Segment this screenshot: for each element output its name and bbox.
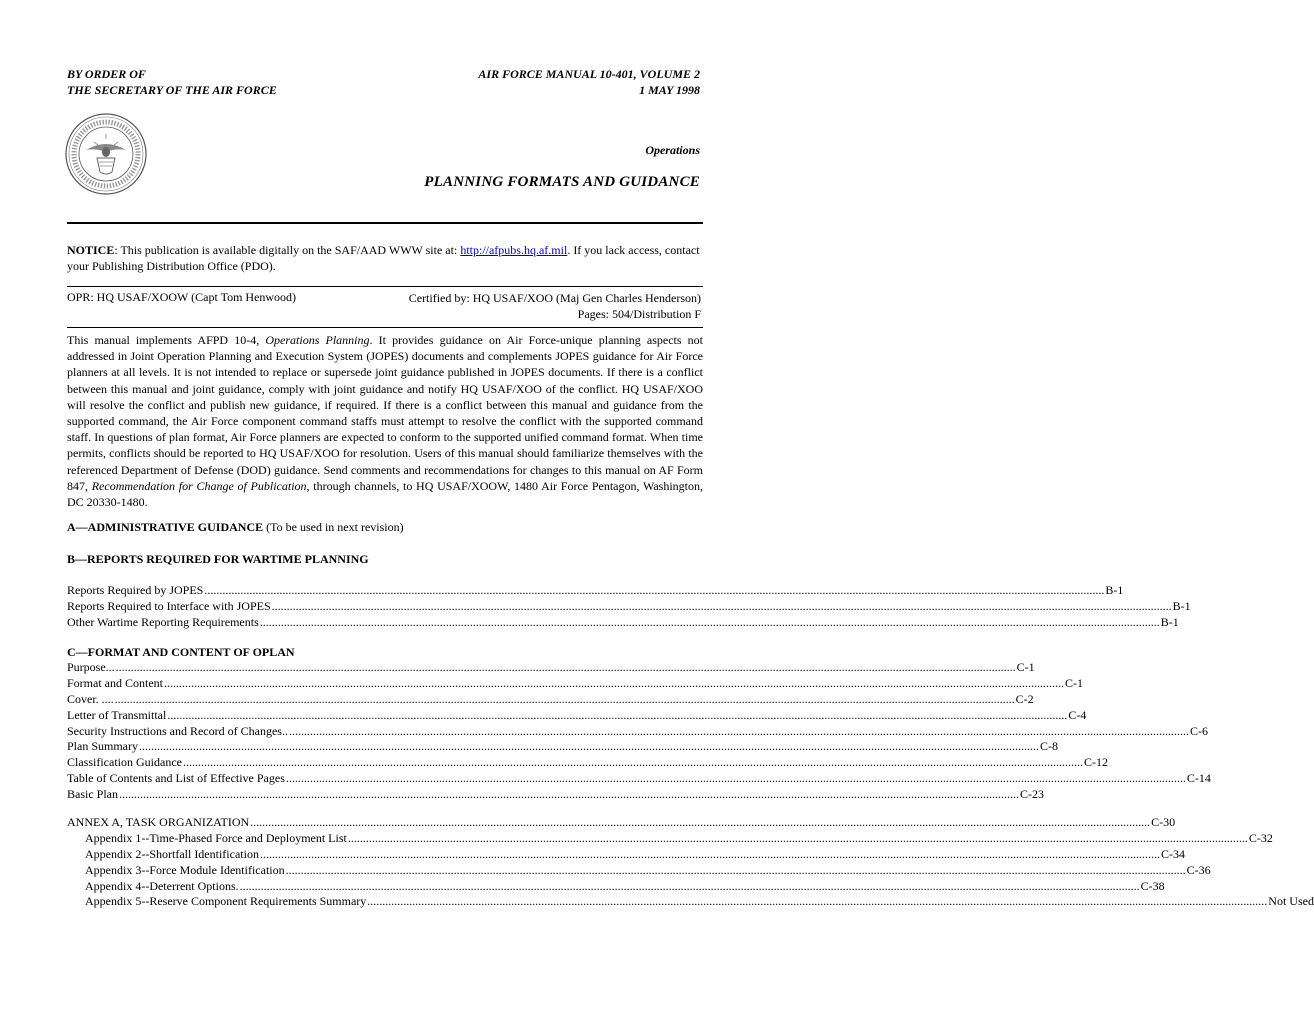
section-b-title: B—REPORTS REQUIRED FOR WARTIME PLANNING: [67, 552, 369, 566]
toc-leader-dots: ............................................................................................................................................................................................................................................................................................................: [271, 598, 1172, 613]
toc-entry-page: B-1: [1105, 583, 1124, 597]
toc-entry-label: Table of Contents and List of Effective Pages: [67, 771, 285, 786]
section-c-heading: [67, 645, 295, 660]
toc-entry-page: C-30: [1151, 815, 1176, 829]
toc-leader-dots: ............................................................................................................................................................................................................................................................................................................: [119, 787, 1019, 802]
toc-leader-dots: ............................................................................................................................................................................................................................................................................................................: [164, 675, 1064, 690]
notice-rule: [67, 286, 703, 287]
toc-section-b: [67, 583, 1191, 631]
manual-date: 1 MAY 1998: [639, 83, 700, 97]
manual-id-block: [478, 66, 700, 98]
toc-entry-page: C-1: [1016, 660, 1035, 674]
toc-leader-dots: ............................................................................................................................................................................................................................................................................................................: [167, 707, 1068, 722]
toc-entry-page: Not Used: [1268, 894, 1314, 909]
toc-entry-label: Plan Summary: [67, 739, 138, 754]
certified-by: Certified by: HQ USAF/XOO (Maj Gen Charles Henderson): [408, 291, 701, 305]
toc-entry-label: Appendix 2--Shortfall Identification: [85, 846, 259, 861]
order-line-2: THE SECRETARY OF THE AIR FORCE: [67, 83, 277, 97]
toc-leader-dots: ............................................................................................................................................................................................................................................................................................................: [182, 755, 1083, 770]
toc-entry-label: Security Instructions and Record of Changes..: [67, 723, 288, 738]
toc-entry-page: C-12: [1083, 755, 1108, 770]
toc-entry: [67, 846, 1185, 863]
toc-entry-label: Appendix 4--Deterrent Options.: [85, 878, 239, 893]
toc-entry: [67, 894, 1314, 910]
toc-entry: [67, 739, 1058, 755]
section-a-heading: [67, 520, 404, 535]
toc-entry: [67, 755, 1108, 771]
summary-paragraph: [67, 332, 703, 510]
toc-entry-label: Reports Required to Interface with JOPES: [67, 598, 271, 613]
toc-entry-page: C-34: [1160, 846, 1185, 861]
pages-distribution: Pages: 504/Distribution F: [577, 307, 701, 321]
manual-number: AIR FORCE MANUAL 10-401, VOLUME 2: [478, 67, 700, 81]
toc-entry-page: C-1: [1065, 675, 1083, 690]
toc-entry: [67, 830, 1273, 847]
toc-entry: [67, 691, 1034, 708]
toc-entry: [67, 707, 1087, 724]
notice-text-before: : This publication is available digitally on the SAF/AAD WWW site at:: [114, 243, 461, 257]
toc-section-c: [67, 660, 1211, 803]
toc-leader-dots: ............................................................................................................................................................................................................................................................................................................: [204, 583, 1105, 597]
toc-leader-dots: ............................................................................................................................................................................................................................................................................................................: [259, 846, 1160, 861]
toc-entry: [67, 675, 1083, 692]
section-c-title: C—FORMAT AND CONTENT OF OPLAN: [67, 645, 295, 659]
toc-leader-dots: ............................................................................................................................................................................................................................................................................................................: [239, 878, 1140, 893]
toc-entry-label: Other Wartime Reporting Requirements: [67, 614, 259, 629]
toc-entry: [67, 815, 1176, 831]
toc-entry-page: C-36: [1186, 862, 1211, 877]
toc-entry-page: C-32: [1248, 830, 1273, 845]
toc-leader-dots: ............................................................................................................................................................................................................................................................................................................: [259, 614, 1160, 629]
toc-entry: [67, 862, 1211, 879]
toc-leader-dots: ............................................................................................................................................................................................................................................................................................................: [288, 723, 1189, 738]
notice-paragraph: [67, 242, 703, 274]
toc-leader-dots: ............................................................................................................................................................................................................................................................................................................: [347, 830, 1248, 845]
toc-leader-dots: ............................................................................................................................................................................................................................................................................................................: [114, 691, 1015, 706]
opr-line: OPR: HQ USAF/XOOW (Capt Tom Henwood): [67, 290, 297, 304]
certification-block: [409, 290, 701, 322]
toc-entry-page: C-14: [1186, 771, 1211, 786]
toc-entry-label: Appendix 1--Time-Phased Force and Deployment List: [85, 830, 347, 845]
toc-leader-dots: ............................................................................................................................................................................................................................................................................................................: [139, 739, 1039, 754]
afpubs-link[interactable]: http://afpubs.hq.af.mil: [460, 243, 568, 257]
toc-leader-dots: ............................................................................................................................................................................................................................................................................................................: [250, 815, 1151, 829]
toc-entry-page: B-1: [1160, 614, 1179, 629]
toc-entry-label: Cover. ....: [67, 691, 114, 706]
toc-annex-a: [67, 815, 1314, 910]
header-rule: [67, 222, 703, 224]
afpd-title: Operations Planning: [265, 333, 370, 347]
toc-entry-page: C-2: [1015, 691, 1034, 706]
toc-entry-label: Format and Content: [67, 675, 163, 690]
toc-entry-page: C-4: [1068, 707, 1087, 722]
section-a-title: A—ADMINISTRATIVE GUIDANCE: [67, 520, 264, 534]
toc-entry-label: Purpose...: [67, 660, 115, 674]
page-title: PLANNING FORMATS AND GUIDANCE: [424, 174, 700, 190]
toc-entry-page: C-23: [1020, 787, 1044, 802]
order-block: [67, 66, 277, 98]
notice-text-after: . If you lack access, contact your Publishing Distribution Office (PDO).: [67, 243, 700, 273]
toc-entry: [67, 878, 1165, 895]
toc-entry-label: Letter of Transmittal: [67, 707, 167, 722]
toc-entry: [67, 598, 1191, 615]
toc-leader-dots: ............................................................................................................................................................................................................................................................................................................: [115, 660, 1016, 674]
toc-entry: [67, 614, 1179, 631]
toc-entry: [67, 583, 1124, 599]
summary-part-3: , through channels, to HQ USAF/XOOW, 1480 Air Force Pentagon, Washington, DC 20330-1480.: [67, 478, 704, 510]
toc-entry-label: Appendix 3--Force Module Identification: [85, 862, 285, 877]
toc-entry-label: ANNEX A, TASK ORGANIZATION: [67, 815, 250, 829]
toc-entry: [67, 771, 1211, 787]
order-line-1: BY ORDER OF: [67, 67, 146, 81]
toc-entry: [67, 660, 1035, 676]
air-force-seal-icon: [64, 112, 148, 196]
af-form-title: Recommendation for Change of Publication: [91, 478, 307, 493]
toc-entry-page: B-1: [1172, 598, 1191, 613]
toc-leader-dots: ............................................................................................................................................................................................................................................................................................................: [367, 894, 1268, 909]
category-label: Operations: [645, 143, 700, 157]
toc-entry-page: C-38: [1140, 878, 1165, 893]
toc-entry-page: C-6: [1189, 723, 1208, 738]
toc-entry: [67, 723, 1208, 740]
toc-entry-label: Basic Plan: [67, 787, 118, 802]
toc-entry-label: Appendix 5--Reserve Component Requirements Summary: [85, 894, 367, 909]
notice-label: NOTICE: [67, 243, 115, 257]
section-a-note: (To be used in next revision): [263, 520, 404, 534]
summary-rule: [67, 327, 703, 328]
summary-part-2: . It provides guidance on Air Force-unique planning aspects not addressed in Joint Operation Planning and Execution System (JOPES) documents and complements JOPES guidance for Air Force planners at all levels. It is not intended to replace or supersede joint guidance published in JOPES documents. If there is a conflict between this manual and joint guidance, comply with joint guidance and notify HQ USAF/XOO of the conflict. HQ USAF/XOO will resolve the conflict and publish new guidance, if required. If there is a conflict between this manual and guidance from the supported command, the Air Force component command staffs must attempt to resolve the conflict with the supported command staff. In questions of plan format, Air Force planners are expected to conform to the supported unified command format. When time permits, conflicts should be reported to HQ USAF/XOO for resolution. Users of this manual should familiarize themselves with the referenced Department of Defense (DOD) guidance. Send comments and recommendations for changes to this manual on AF Form 847,: [67, 333, 703, 493]
toc-leader-dots: ............................................................................................................................................................................................................................................................................................................: [285, 862, 1186, 877]
toc-entry-page: C-8: [1040, 739, 1058, 754]
toc-entry: [67, 787, 1044, 803]
toc-entry-label: Classification Guidance: [67, 755, 182, 770]
summary-part-1: This manual implements AFPD 10-4,: [67, 333, 266, 347]
toc-leader-dots: ............................................................................................................................................................................................................................................................................................................: [285, 771, 1186, 786]
section-b-heading: [67, 552, 369, 567]
toc-entry-label: Reports Required by JOPES: [67, 583, 204, 597]
